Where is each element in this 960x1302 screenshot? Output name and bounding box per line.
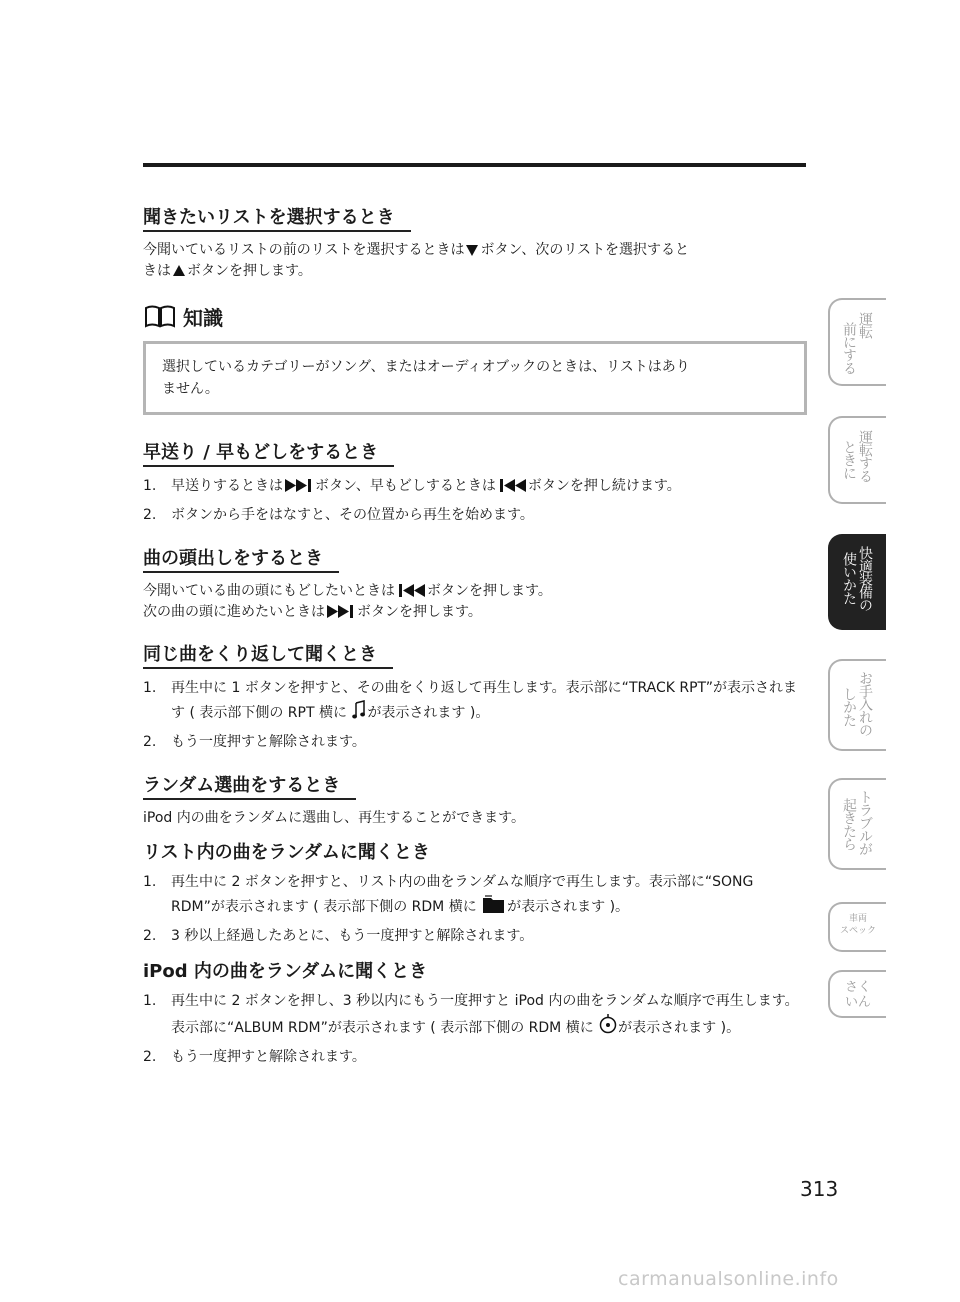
list-item: 1. 再生中に 2 ボタンを押し、3 秒以内にもう一度押すと iPod 内の曲をランダムな順序で再生します。表示部に“ALBUM RDM”が表示されます ( 表示部下側の RDM 横に が表示されます )。 — [143, 993, 799, 1036]
top-rule — [143, 163, 806, 167]
tab-maintenance[interactable]: お手入れの しかた — [828, 659, 886, 751]
tab-while-driving[interactable]: 運転する ときに — [828, 416, 886, 504]
knowledge-text: 選択しているカテゴリーがソング、またはオーディオブックのときは、リストはあり ません。 — [162, 359, 690, 397]
list-item: 2. ボタンから手をはなすと、その位置から再生を始めます。 — [143, 507, 534, 523]
list-item: 1. 再生中に 1 ボタンを押すと、その曲をくり返して再生します。表示部に“TRACK RPT”が表示されます ( 表示部下側の RPT 横に が表示されます )。 — [143, 680, 798, 721]
tab-troubleshooting[interactable]: トラブルが 起きたら — [828, 778, 886, 870]
fast-forward-icon — [326, 604, 356, 619]
triangle-up-icon — [172, 264, 186, 278]
section-heading: 聞きたいリストを選択するとき — [143, 206, 411, 232]
open-book-icon — [143, 304, 177, 330]
section-heading: 早送り / 早もどしをするとき — [143, 441, 394, 467]
page-number: 313 — [800, 1177, 839, 1201]
tab-comfort-features[interactable]: 快適装備の 使いかた — [828, 534, 886, 630]
music-note-icon — [352, 700, 366, 720]
section-body: iPod 内の曲をランダムに選曲し、再生することができます。 — [143, 810, 526, 826]
random-disc-icon — [599, 1013, 617, 1035]
list-item: 1. 再生中に 2 ボタンを押すと、リスト内の曲をランダムな順序で再生します。表示部に“SONG RDM”が表示されます ( 表示部下側の RDM 横に が表示されます )。 — [143, 874, 754, 915]
page-content — [143, 206, 808, 1089]
subsection-heading: iPod 内の曲をランダムに聞くとき — [143, 961, 428, 982]
list-item: 2. 3 秒以上経過したあとに、もう一度押すと解除されます。 — [143, 928, 534, 944]
section-repeat — [143, 643, 808, 754]
tab-specifications[interactable]: 車両 スペック — [828, 902, 886, 952]
list-item: 2. もう一度押すと解除されます。 — [143, 734, 366, 750]
section-random — [143, 774, 808, 1069]
tab-index[interactable]: さく いん — [828, 970, 886, 1018]
section-body: 今聞いているリストの前のリストを選択するときは ボタン、次のリストを選択すると きは ボタンを押します。 — [143, 242, 690, 279]
watermark: carmanualsonline.info — [618, 1268, 839, 1290]
section-select-list — [143, 206, 808, 282]
section-heading: 同じ曲をくり返して聞くとき — [143, 643, 393, 669]
rewind-icon — [396, 583, 426, 598]
knowledge-box — [143, 341, 807, 415]
section-heading: ランダム選曲をするとき — [143, 774, 356, 800]
knowledge-title: 知識 — [143, 302, 808, 331]
fast-forward-icon — [284, 478, 314, 493]
rewind-icon — [497, 478, 527, 493]
folder-icon — [482, 894, 506, 914]
section-fast-forward — [143, 441, 808, 527]
section-body: 今聞いている曲の頭にもどしたいときは ボタンを押します。 次の曲の頭に進めたいときは ボタンを押します。 — [143, 583, 552, 620]
list-item: 2. もう一度押すと解除されます。 — [143, 1049, 366, 1065]
subsection-heading: リスト内の曲をランダムに聞くとき — [143, 842, 430, 863]
section-heading: 曲の頭出しをするとき — [143, 547, 339, 573]
triangle-down-icon — [465, 243, 479, 257]
tab-before-driving[interactable]: 運転 前にする — [828, 298, 886, 386]
section-track-skip — [143, 547, 808, 623]
list-item: 1. 早送りするときは ボタン、早もどしするときは ボタンを押し続けます。 — [143, 478, 681, 494]
